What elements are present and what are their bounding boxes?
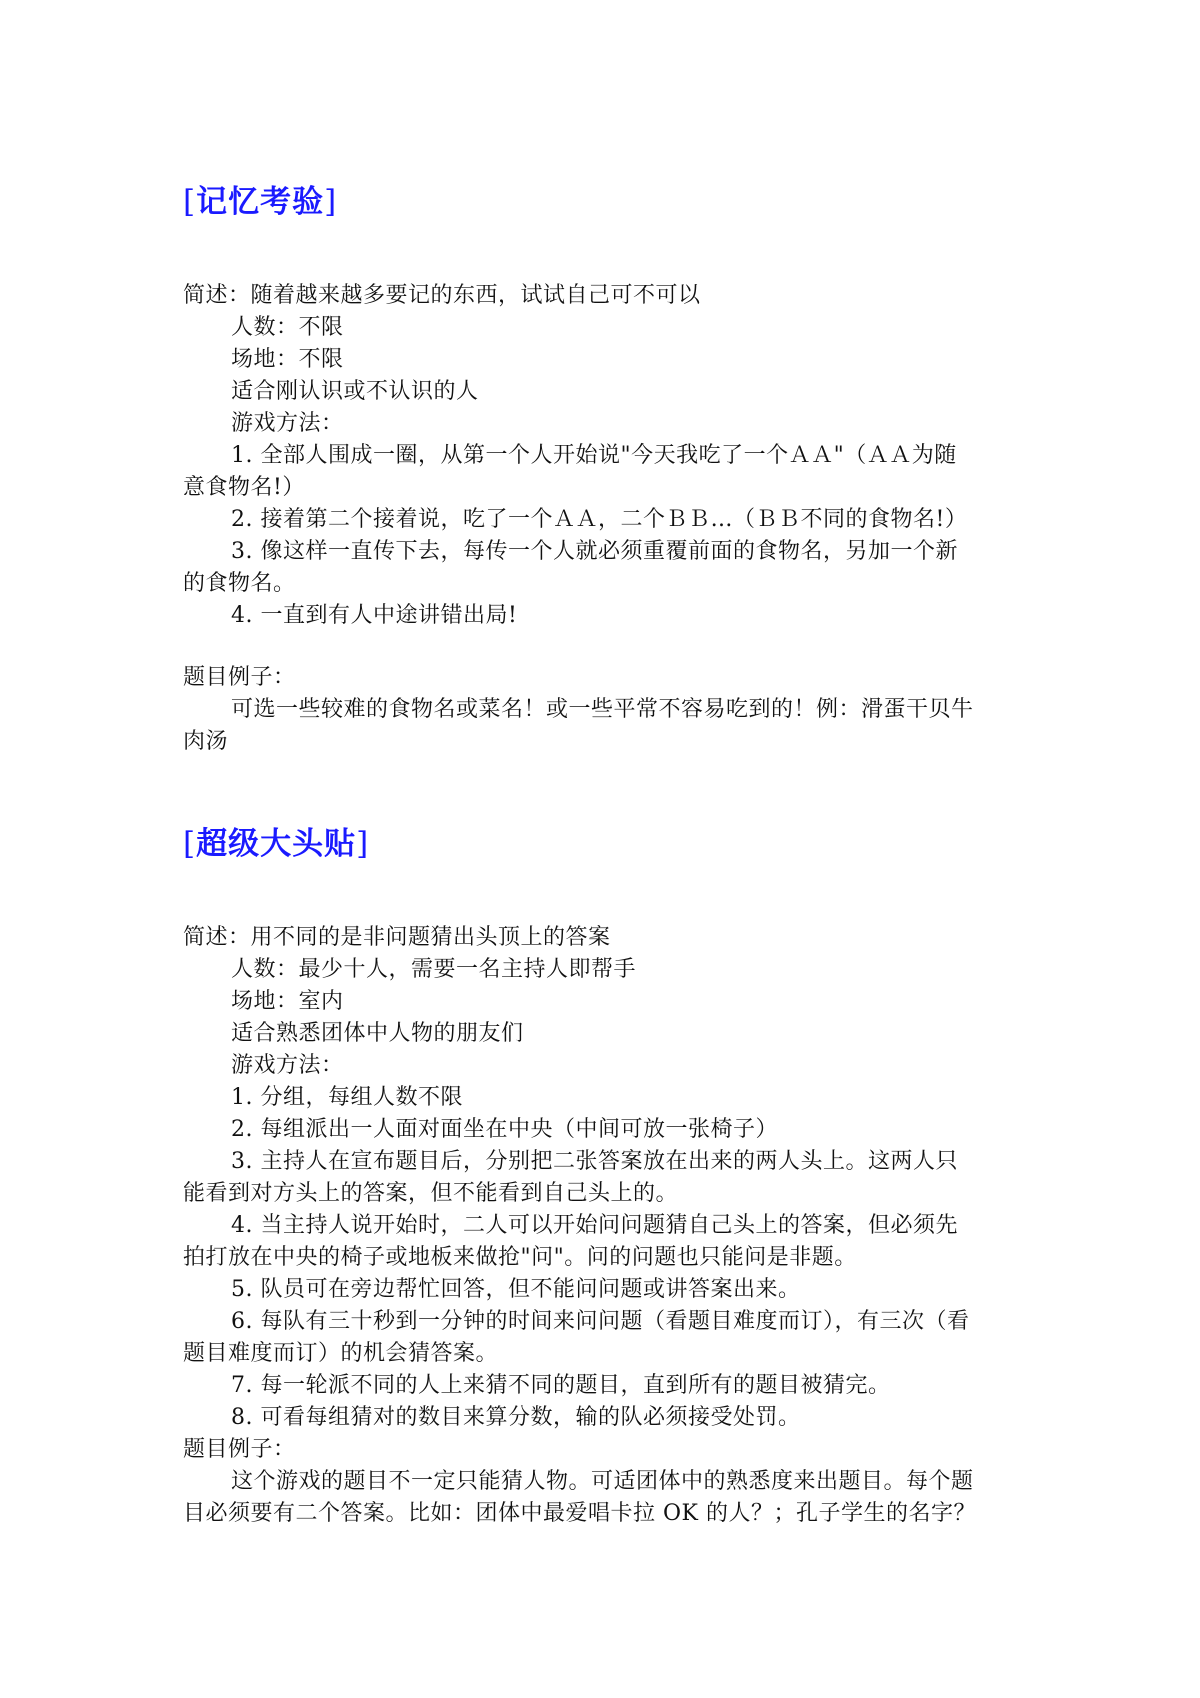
section-2-step-6: 6. 每队有三十秒到一分钟的时间来问问题（看题目难度而订），有三次（看 <box>231 1309 970 1334</box>
section-2-step-4-cont: 拍打放在中央的椅子或地板来做抢"问"。问的问题也只能问是非题。 <box>183 1245 857 1270</box>
section-2-example-cont: 目必须要有二个答案。比如：团体中最爱唱卡拉 OK 的人？；孔子学生的名字？ <box>183 1501 976 1526</box>
section-2-step-7: 7. 每一轮派不同的人上来猜不同的题目，直到所有的题目被猜完。 <box>231 1373 891 1398</box>
section-1-people: 人数：不限 <box>231 315 344 340</box>
section-1-suitable: 适合刚认识或不认识的人 <box>231 379 479 404</box>
section-title-2: [超级大头贴] <box>183 826 370 862</box>
section-2-step-3-cont: 能看到对方头上的答案，但不能看到自己头上的。 <box>183 1181 679 1206</box>
section-2-step-8: 8. 可看每组猜对的数目来算分数，输的队必须接受处罚。 <box>231 1405 801 1430</box>
section-2-summary: 简述：用不同的是非问题猜出头顶上的答案 <box>183 925 611 950</box>
section-2-suitable: 适合熟悉团体中人物的朋友们 <box>231 1021 524 1046</box>
section-1-step-1: 1. 全部人围成一圈，从第一个人开始说"今天我吃了一个ＡＡ"（ＡＡ为随 <box>231 443 957 468</box>
section-2-example-label: 题目例子： <box>183 1437 296 1462</box>
section-1-example: 可选一些较难的食物名或菜名！或一些平常不容易吃到的！例：滑蛋干贝牛 <box>231 697 974 722</box>
section-1-summary: 简述：随着越来越多要记的东西，试试自己可不可以 <box>183 283 701 308</box>
section-1-step-4: 4. 一直到有人中途讲错出局! <box>231 603 518 628</box>
section-2-step-3: 3. 主持人在宣布题目后，分别把二张答案放在出来的两人头上。这两人只 <box>231 1149 958 1174</box>
section-2-step-4: 4. 当主持人说开始时，二人可以开始问问题猜自己头上的答案，但必须先 <box>231 1213 958 1238</box>
section-2-venue: 场地：室内 <box>231 989 344 1014</box>
section-1-method-label: 游戏方法： <box>231 411 344 436</box>
section-2-example: 这个游戏的题目不一定只能猜人物。可适团体中的熟悉度来出题目。每个题 <box>231 1469 974 1494</box>
section-1-step-3-cont: 的食物名。 <box>183 571 296 596</box>
section-1-example-label: 题目例子： <box>183 665 296 690</box>
section-title-1: [记忆考验] <box>183 184 338 220</box>
section-1-venue: 场地：不限 <box>231 347 344 372</box>
section-2-step-2: 2. 每组派出一人面对面坐在中央（中间可放一张椅子） <box>231 1117 778 1142</box>
section-1-example-cont: 肉汤 <box>183 729 229 754</box>
section-1-step-2: 2. 接着第二个接着说，吃了一个ＡＡ，二个ＢＢ…（ＢＢ不同的食物名!） <box>231 507 968 532</box>
section-2-step-1: 1. 分组，每组人数不限 <box>231 1085 463 1110</box>
section-2-method-label: 游戏方法： <box>231 1053 344 1078</box>
section-2-step-6-cont: 题目难度而订）的机会猜答案。 <box>183 1341 499 1366</box>
section-2-step-5: 5. 队员可在旁边帮忙回答，但不能问问题或讲答案出来。 <box>231 1277 801 1302</box>
section-2-people: 人数：最少十人，需要一名主持人即帮手 <box>231 957 637 982</box>
section-1-step-1-cont: 意食物名!） <box>183 475 305 500</box>
section-1-step-3: 3. 像这样一直传下去，每传一个人就必须重覆前面的食物名，另加一个新 <box>231 539 958 564</box>
